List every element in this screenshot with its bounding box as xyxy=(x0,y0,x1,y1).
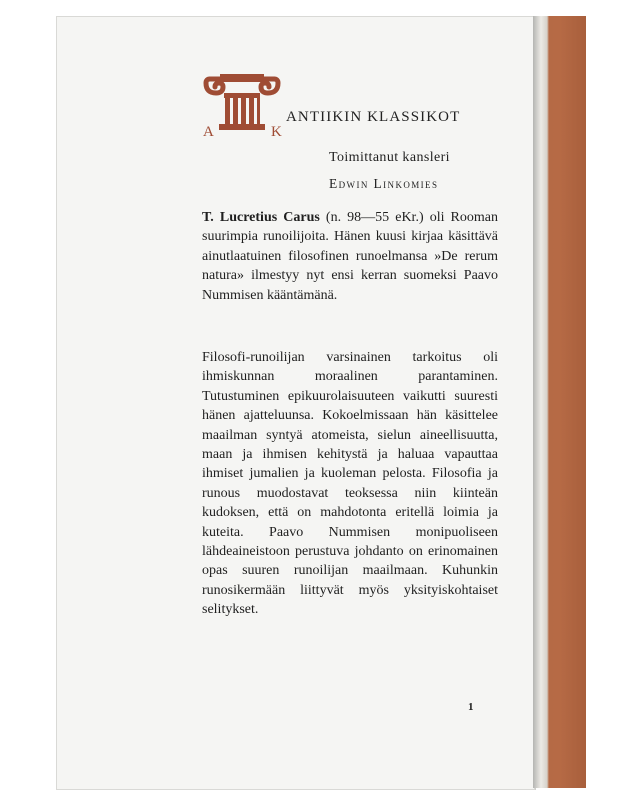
intro-paragraph xyxy=(202,208,498,305)
logo-letter-k: K xyxy=(271,124,282,137)
book-cover-back xyxy=(56,16,586,788)
ionic-column-logo xyxy=(202,67,282,137)
series-title: ANTIIKIN KLASSIKOT xyxy=(286,109,461,125)
editor-name: Edwin Linkomies xyxy=(329,176,439,191)
author-name: T. Lucretius Carus xyxy=(202,210,320,225)
description-paragraph: Filosofi-runoilijan varsinainen tarkoitus oli ihmiskunnan moraalinen parantaminen. Tutustuminen epikuurolaisuuteen vaikutti suuresti hänen ajatteluunsa. Kokoelmissaan hän käsittelee maailman syntyä atomeista, sielun aineellisuutta, maan ja ihmisen kehitystä ja haluaa vapauttaa ihmiset jumalien ja kuoleman pelosta. Filosofia ja runous muodostavat teoksessa niin kiinteän kudoksen, että on mahdotonta eritellä loimia ja kuteita. Paavo Nummisen monipuoliseen lähdeaineistoon perustuva johdanto on erinomainen opas suuren runoilijan maailmaan. Kuhunkin runosikermään liittyvät myös yksityiskohtaiset selitykset. xyxy=(202,350,498,618)
editor-role: Toimittanut kansleri xyxy=(329,150,450,165)
cover-page xyxy=(56,16,535,790)
intro-text: (n. 98—55 eKr.) oli Rooman suurimpia runoilijoita. Hänen kuusi kirjaa käsittävä ainutlaatuinen filosofinen runoelmansa »De rerum natura» ilmestyy nyt ensi kerran suomeksi Paavo Nummisen kääntämänä. xyxy=(202,210,498,303)
logo-letter-a: A xyxy=(203,124,214,137)
page-number: 1 xyxy=(468,701,474,713)
cover-spine-edge xyxy=(533,16,586,788)
